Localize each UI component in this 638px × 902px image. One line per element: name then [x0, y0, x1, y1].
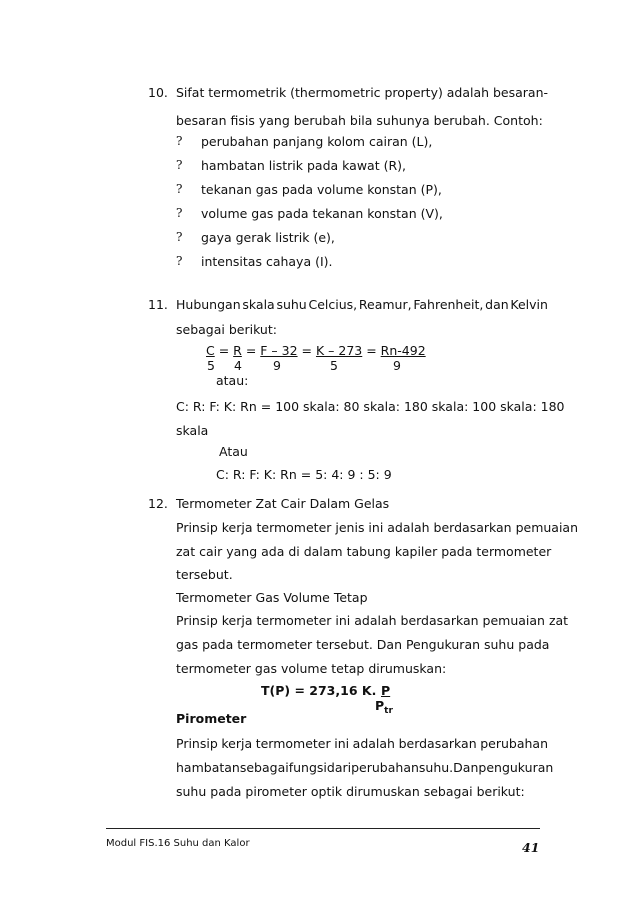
ratio-line-1: C: R: F: K: Rn = 100 skala: 80 skala: 180 skala: 100 skala: 180	[176, 399, 565, 414]
word: perubahan	[351, 760, 419, 775]
word: termometer	[255, 736, 331, 751]
list-item: tekanan gas pada volume konstan (P),	[201, 182, 442, 197]
pirometer-line-1	[176, 736, 548, 751]
heading-gas-thermometer: Termometer Gas Volume Tetap	[176, 590, 368, 605]
footer-divider	[106, 828, 540, 829]
word: berdasarkan	[398, 736, 477, 751]
item-10-number: 10.	[148, 85, 168, 100]
word: property)	[384, 85, 443, 100]
word: pengukuran	[478, 760, 554, 775]
item-11-number: 11.	[148, 297, 168, 312]
word: Hubungan	[176, 297, 241, 312]
denominator-rn: 9	[393, 358, 401, 373]
atau-label-2: Atau	[219, 444, 248, 459]
paragraph-line: zat cair yang ada di dalam tabung kapiler pada termometer	[176, 544, 552, 559]
word: Fahrenheit,	[413, 297, 484, 312]
word: Reamur,	[358, 297, 412, 312]
footer-module-title: Modul FIS.16 Suhu dan Kalor	[106, 838, 250, 849]
word: dari	[326, 760, 352, 775]
word: hambatan	[176, 760, 240, 775]
denominator-p: P	[375, 698, 385, 713]
word: adalah	[446, 85, 490, 100]
item-10-line-1	[176, 85, 548, 100]
equals-sign: =	[241, 343, 261, 358]
pirometer-line-3: suhu pada pirometer optik dirumuskan sebagai berikut:	[176, 784, 525, 799]
denominator-subscript: tr	[384, 706, 393, 716]
item-11-line-1	[176, 297, 548, 312]
gas-formula-denominator	[375, 698, 393, 716]
atau-label: atau:	[216, 373, 249, 388]
word: skala	[242, 297, 275, 312]
list-item: intensitas cahaya (I).	[201, 254, 333, 269]
numerator-r: R	[233, 343, 242, 358]
numerator-c: C	[206, 343, 215, 358]
numerator-f: F – 32	[260, 343, 298, 358]
numerator-k: K – 273	[315, 343, 363, 358]
list-item: hambatan listrik pada kawat (R),	[201, 158, 407, 173]
word: kerja	[221, 736, 253, 751]
paragraph-line: termometer gas volume tetap dirumuskan:	[176, 661, 447, 676]
bullet-icon: ?	[176, 230, 183, 244]
list-item: perubahan panjang kolom cairan (L),	[201, 134, 433, 149]
denominator-c: 5	[207, 358, 215, 373]
temperature-formula-numerators	[206, 343, 426, 358]
word: ini	[334, 736, 350, 751]
denominator-k: 5	[330, 358, 338, 373]
item-11-line-2: sebagai berikut:	[176, 322, 277, 337]
denominator-r: 4	[234, 358, 242, 373]
bullet-icon: ?	[176, 206, 183, 220]
paragraph-line: Prinsip kerja termometer jenis ini adalah berdasarkan pemuaian	[176, 520, 579, 535]
denominator-f: 9	[273, 358, 281, 373]
item-10-line-2: besaran fisis yang berubah bila suhunya berubah. Contoh:	[176, 113, 543, 128]
word: perubahan	[480, 736, 548, 751]
item-12-number: 12.	[148, 496, 168, 511]
gas-formula-numerator: P	[381, 683, 391, 698]
equals-sign: =	[297, 343, 316, 358]
bullet-icon: ?	[176, 134, 183, 148]
word: adalah	[352, 736, 395, 751]
word: besaran-	[492, 85, 548, 100]
word: dan	[485, 297, 509, 312]
word: Kelvin	[510, 297, 548, 312]
gas-formula-lhs: T(P) = 273,16 K.	[261, 683, 377, 698]
word: Dan	[453, 760, 479, 775]
bullet-icon: ?	[176, 158, 183, 172]
word: (thermometric	[290, 85, 381, 100]
ratio-simple: C: R: F: K: Rn = 5: 4: 9 : 5: 9	[216, 467, 392, 482]
page-number: 41	[522, 840, 540, 855]
list-item: volume gas pada tekanan konstan (V),	[201, 206, 443, 221]
word: Celcius,	[308, 297, 358, 312]
paragraph-line: tersebut.	[176, 567, 233, 582]
bullet-icon: ?	[176, 182, 183, 196]
numerator-rn: Rn-492	[380, 343, 426, 358]
list-item: gaya gerak listrik (e),	[201, 230, 335, 245]
heading-pirometer: Pirometer	[176, 711, 247, 726]
paragraph-line: gas pada termometer tersebut. Dan Pengukuran suhu pada	[176, 637, 550, 652]
equals-sign: =	[214, 343, 234, 358]
word: sebagai	[239, 760, 289, 775]
word: suhu	[276, 297, 307, 312]
ratio-line-2: skala	[176, 423, 209, 438]
bullet-icon: ?	[176, 254, 183, 268]
word: fungsi	[288, 760, 327, 775]
heading-liquid-thermometer: Termometer Zat Cair Dalam Gelas	[176, 496, 390, 511]
pirometer-line-2	[176, 760, 554, 775]
paragraph-line: Prinsip kerja termometer ini adalah berdasarkan pemuaian zat	[176, 613, 569, 628]
equals-sign: =	[362, 343, 381, 358]
word: suhu.	[418, 760, 454, 775]
word: Prinsip	[176, 736, 218, 751]
word: Sifat	[176, 85, 205, 100]
word: termometrik	[208, 85, 287, 100]
